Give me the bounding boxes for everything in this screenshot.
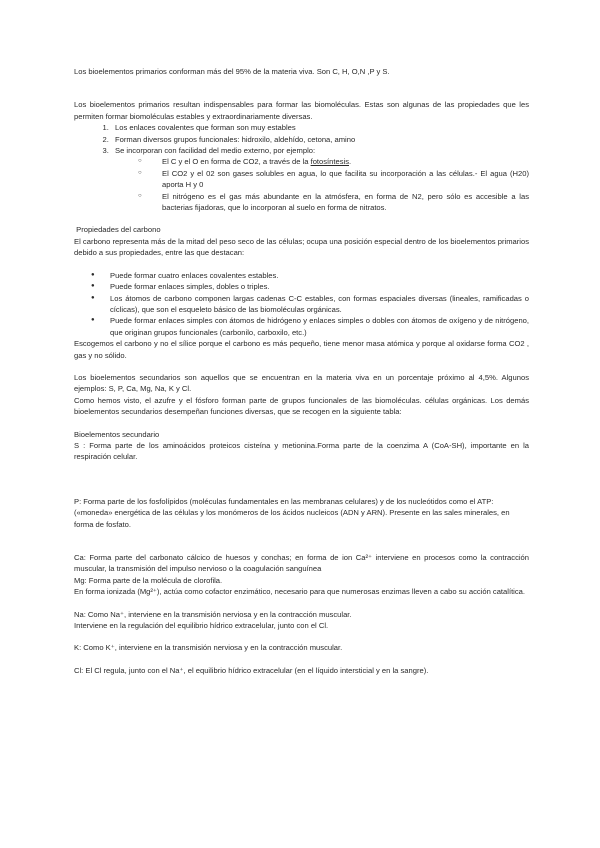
sodium-more: Interviene en la regulación del equilibrio hídrico extracelular, junto con el Cl. <box>74 621 329 631</box>
list-item: ● Puede formar cuatro enlaces covalentes estables. <box>104 270 529 281</box>
list-item <box>111 145 529 213</box>
properties-paragraph: Los bioelementos primarios resultan indispensables para formar las biomoléculas. Estas son algunas de las propiedades que les permiten formar biomoléculas estables y extraordinariamente diversas. <box>74 100 529 121</box>
carbon-intro: El carbono representa más de la mitad del peso seco de las células; ocupa una posición especial dentro de los bioelementos primarios debido a sus propiedades, entre las que destacan: <box>74 236 529 258</box>
fotosintesis-link[interactable]: fotosíntesis <box>310 157 349 167</box>
sublist-item: ○ El C y el O en forma de CO2, a través de la fotosíntesis. <box>152 156 529 167</box>
properties-list <box>74 122 529 213</box>
list-item: ● Puede formar enlaces simples, dobles o triples. <box>104 281 529 292</box>
list-item: 1. Los enlaces covalentes que forman son muy estables <box>111 122 529 133</box>
carbon-properties-list <box>74 270 529 338</box>
chlorine-entry: Cl: El Cl regula, junto con el Na⁺, el equilibrio hídrico extracelular (en el líquido intersticial y en la sangre). <box>74 665 429 675</box>
phosphorus-entry: P: Forma parte de los fosfolípidos (moléculas fundamentales en las membranas celulares) y de los nucleótidos como el ATP: («moneda» energética de las células y los monómeros de los ácidos nucleicos (ADN y ARN). Presente en las sales minerales, en forma de fosfato. <box>74 496 510 529</box>
secondary-intro: Los bioelementos secundarios son aquellos que se encuentran en la materia viva en un porcentaje próximo al 4,5%. Algunos ejemplos: S, P, Ca, Mg, Na, K y Cl. <box>74 372 529 394</box>
examples-sublist <box>115 156 529 213</box>
sulfur-entry: S : Forma parte de los aminoácidos proteicos cisteína y metionina.Forma parte de la coenzima A (CoA-SH), importante en la respiración celular. <box>74 440 529 462</box>
sublist-item: ○ El nitrógeno es el gas más abundante en la atmósfera, en forma de N2, pero sólo es accesible a las bacterias fijadoras, que lo incorporan al suelo en forma de nitratos. <box>152 191 529 214</box>
sodium-entry: Na: Como Na⁺, interviene en la transmisión nerviosa y en la contracción muscular. <box>74 609 352 619</box>
secondary-heading: Bioelementos secundario <box>74 429 160 439</box>
carbon-heading: Propiedades del carbono <box>76 225 161 235</box>
magnesium-more: En forma ionizada (Mg²⁺), actúa como cofactor enzimático, necesario para que numerosas enzimas lleven a cabo su acción catalítica. <box>74 587 525 597</box>
list-item: 2. Forman diversos grupos funcionales: hidroxilo, aldehído, cetona, amino <box>111 134 529 145</box>
list-item-text: Se incorporan con facilidad del medio externo, por ejemplo: <box>115 146 316 156</box>
sublist-item: ○ El CO2 y el 02 son gases solubles en agua, lo que facilita su incorporación a las células.- El agua (H20) aporta H y 0 <box>152 168 529 191</box>
secondary-more: Como hemos visto, el azufre y el fósforo forman parte de grupos funcionales de las biomoléculas. células orgánicas. Los demás bioelementos secundarios desempeñan funciones diversas, que se recogen en la siguiente tabla: <box>74 395 529 417</box>
magnesium-entry: Mg: Forma parte de la molécula de clorofila. <box>74 575 223 585</box>
list-item: ● Puede formar enlaces simples con átomos de hidrógeno y enlaces simples o dobles con átomos de oxígeno y de nitrógeno, que originan grupos funcionales (carbonilo, carboxilo, etc.) <box>104 315 529 338</box>
carbon-closing: Escogemos el carbono y no el sílice porque el carbono es más pequeño, tiene menor masa atómica y porque al oxidarse forma CO2 , gas y no sólido. <box>74 339 529 360</box>
calcium-entry: Ca: Forma parte del carbonato cálcico de huesos y conchas; en forma de ion Ca²⁺ interviene en procesos como la contracción muscular, la transmisión del impulso nervioso o la coagulación sanguínea <box>74 553 529 574</box>
document-page <box>74 66 529 676</box>
list-item: ● Los átomos de carbono componen largas cadenas C-C estables, con formas espaciales diversas (lineales, ramificadas o cíclicas), que son el esqueleto básico de las biomoléculas orgánicas. <box>104 293 529 316</box>
potassium-entry: K: Como K⁺, interviene en la transmisión nerviosa y en la contracción muscular. <box>74 643 343 653</box>
intro-paragraph: Los bioelementos primarios conforman más del 95% de la materia viva. Son C, H, O,N ,P y S. <box>74 67 390 76</box>
